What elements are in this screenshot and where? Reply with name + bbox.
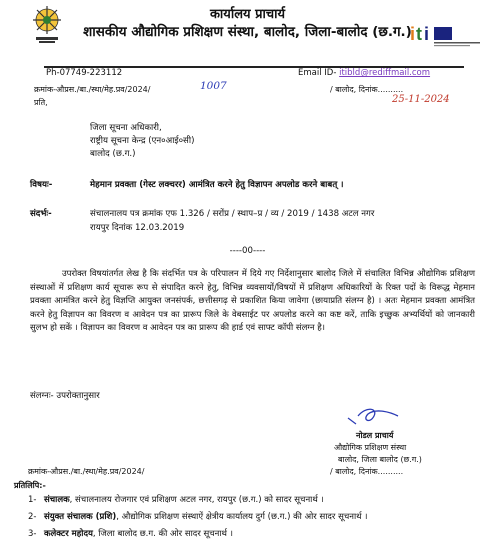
copy-list: [28, 492, 495, 543]
list-item: [28, 509, 495, 526]
recipient-line-1: जिला सूचना अधिकारी,: [90, 123, 162, 133]
signature-line-3: बालोद, जिला बालोद (छ.ग.): [338, 455, 422, 464]
ref-number: क्रमांक-औप्रस./बा./स्था/मेह.प्रव/2024/: [34, 85, 151, 94]
institute-name: शासकीय औद्योगिक प्रशिक्षण संस्था, बालोद, जिला-बालोद (छ.ग.): [83, 24, 412, 40]
to-label: प्रति,: [34, 98, 48, 107]
copy-ref-number: क्रमांक-औप्रस./बा./स्था/मेह.प्रव/2024/: [28, 467, 145, 476]
item-text: , औद्योगिक प्रशिक्षण संस्थाऐं क्षेत्रीय कार्यालय दुर्ग (छ.ग.) की ओर सादर सूचनार्थ ।: [116, 512, 368, 522]
copy-label: प्रतिलिपि:-: [14, 481, 46, 490]
section-divider: ----00----: [229, 246, 266, 256]
reference-line-2: रायपुर दिनांक 12.03.2019: [90, 223, 185, 233]
email-line: [298, 68, 430, 78]
reference-label: संदर्भः-: [30, 209, 52, 219]
item-bold: संयुक्त संचालक (प्रशि): [44, 512, 117, 522]
copy-place-date: / बालोद, दिनांक..........: [330, 467, 404, 476]
item-number: 2-: [28, 512, 37, 522]
list-item: [28, 492, 495, 509]
letter-body: उपरोक्त विषयांतर्गत लेख है कि संदर्भित पत्र के परिपालन में दिये गए निर्देशानुसार बालोद जिले में संचालित विभिन्न औद्योगिक प्रशिक्षण संस्थाओं में प्रशिक्षण कार्य सूचारू रूप से संपादित करने हेतु, विभिन्न व्यवसायों/विषयों में प्रशिक्षण अधिकारियों के रिक्त पदों के विरूद्ध मेहमान प्रवक्ता आमंत्रित करने हेतु विज्ञप्ति आयुक्त जनसंपर्क, छत्तीसगढ़ से प्रकाशित किया जावेगा (छायाप्रति संलग्न है) । अतः मेहमान प्रवक्ता आमंत्रित करने हेतु विज्ञापन का विवरण व आवेदन पत्र का प्रारूप जिले के वेबसाईट पर अपलोड करने का कष्ट करें, ताकि इच्छुक अभ्यर्थियों को जानकारी सुलभ हो सकें । विज्ञापन का विवरण व आवेदन पत्र का प्रारूप की हार्ड एवं साफ्ट कॉपी संलग्न है।: [30, 269, 475, 334]
item-text: , जिला बालोद छ.ग. की ओर सादर सूचनार्थ ।: [92, 529, 233, 539]
recipient-line-3: बालोद (छ.ग.): [90, 149, 136, 159]
reference-line-1: संचालनालय पत्र क्रमांक एफ 1.326 / सरोंप्र / स्थाप–प्र / व्य / 2019 / 1438 अटल नगर: [90, 209, 375, 219]
subject-text: मेहमान प्रवक्ता (गेस्ट लक्चरर) आमंत्रित करने हेतु विज्ञापन अपलोड करने बाबत् ।: [90, 180, 344, 190]
email-label: Email ID-: [298, 68, 340, 78]
svg-text:i: i: [424, 24, 430, 44]
list-item: [28, 526, 495, 543]
subject-label: विषयः-: [30, 180, 53, 190]
place-date: / बालोद, दिनांक..........: [330, 85, 404, 94]
signature-line-2: औद्योगिक प्रशिक्षण संस्था: [334, 443, 407, 452]
office-title: कार्यालय प्राचार्य: [209, 7, 286, 22]
item-bold: कलेक्टर महोदय: [44, 529, 93, 539]
email-link[interactable]: itibld@rediffmail.com: [339, 68, 431, 78]
handwritten-date: 25-11-2024: [392, 94, 450, 105]
enclosure-note: संलग्नः- उपरोक्तानुसार: [30, 391, 100, 401]
ref-handwritten-number: 1007: [200, 80, 227, 92]
item-text: , संचालनालय रोजगार एवं प्रशिक्षण अटल नगर, रायपुर (छ.ग.) को सादर सूचनार्थ ।: [69, 495, 324, 505]
phone-number: Ph-07749-223112: [46, 68, 123, 78]
item-number: 1-: [28, 495, 37, 505]
item-bold: संचालक: [44, 495, 70, 505]
item-number: 3-: [28, 529, 37, 539]
recipient-line-2: राष्ट्रीय सूचना केन्द्र (एन०आई०सी): [90, 136, 195, 146]
signature-title: नोडल प्राचार्य: [356, 431, 394, 440]
svg-text:i: i: [410, 24, 416, 44]
svg-text:t: t: [416, 24, 422, 44]
